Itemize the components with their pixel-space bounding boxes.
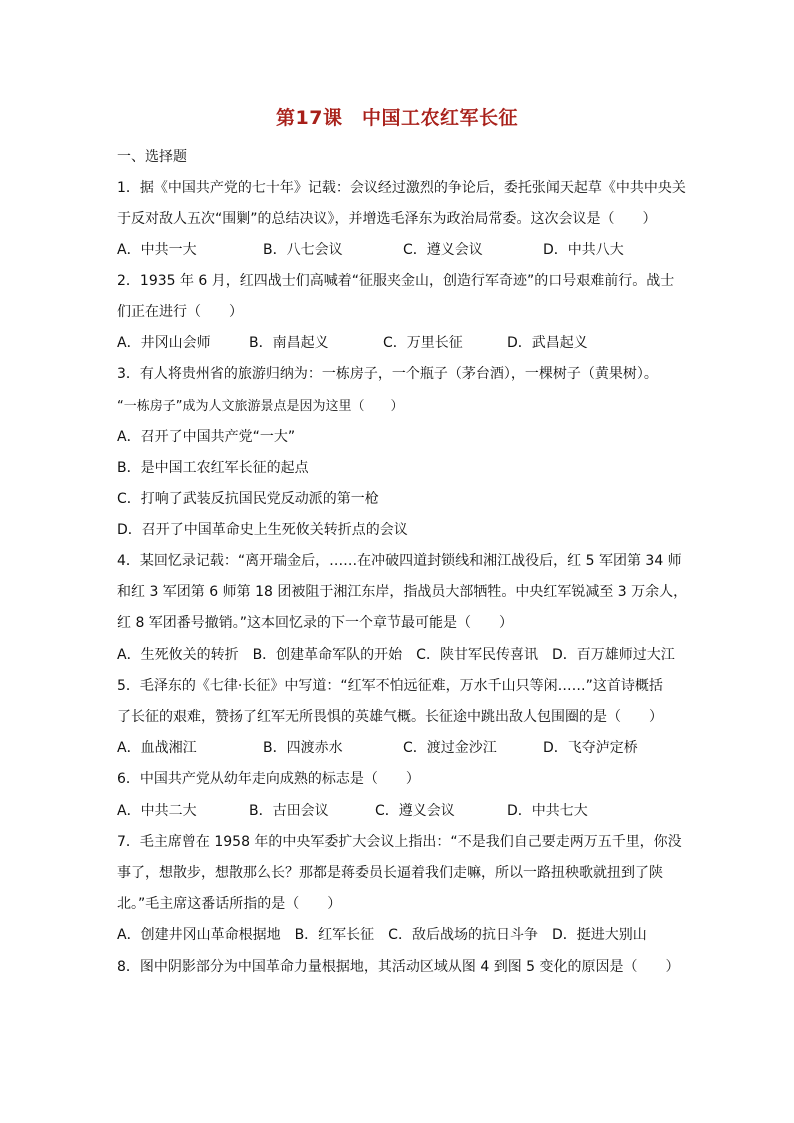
question-4-options[interactable]: A．生死攸关的转折 B．创建革命军队的开始 C．陕甘军民传喜讯 D．百万雄师过大江 (117, 647, 675, 663)
question-1-line-2: 于反对敌人五次“围剿”的总结决议》，并增选毛泽东为政治局常委。这次会议是（ ） (117, 211, 657, 227)
question-4-line-3: 红 8 军团番号撤销。”这本回忆录的下一个章节最可能是（ ） (117, 615, 514, 631)
question-3-option-b[interactable]: B．是中国工农红军长征的起点 (117, 460, 309, 476)
option-b[interactable]: B．四渡赤水 (263, 740, 343, 756)
question-3-line-1: 3．有人将贵州省的旅游归纳为：一栋房子，一个瓶子（茅台酒），一棵树子（黄果树）。 (117, 366, 658, 382)
option-a[interactable]: A．中共一大 (117, 242, 197, 258)
option-d[interactable]: D．武昌起义 (507, 335, 588, 351)
question-7-options[interactable]: A．创建井冈山革命根据地 B．红军长征 C．敌后战场的抗日斗争 D．挺进大别山 (117, 927, 647, 943)
question-2-options (117, 332, 588, 352)
question-4-line-2: 和红 3 军团第 6 师第 18 团被阻于湘江东岸，指战员大部牺牲。中央红军锐减至 3 万余人， (117, 584, 688, 600)
option-c[interactable]: C．万里长征 (383, 335, 463, 351)
section-heading: 一、选择题 (117, 149, 187, 165)
page-title: 第17课 中国工农红军长征 (276, 107, 518, 129)
question-7-line-3: 北。”毛主席这番话所指的是（ ） (117, 896, 342, 912)
option-d[interactable]: D．中共七大 (507, 803, 588, 819)
question-3-option-d[interactable]: D．召开了中国革命史上生死攸关转折点的会议 (117, 522, 408, 538)
option-a[interactable]: A．井冈山会师 (117, 335, 211, 351)
option-c[interactable]: C．遵义会议 (375, 803, 455, 819)
question-1-line-1: 1．据《中国共产党的七十年》记载：会议经过激烈的争论后，委托张闻天起草《中共中央关 (117, 180, 686, 196)
option-c[interactable]: C．渡过金沙江 (403, 740, 497, 756)
question-2-line-2: 们正在进行（ ） (117, 304, 243, 320)
question-4-line-1: 4．某回忆录记载：“离开瑞金后，……在冲破四道封锁线和湘江战役后，红 5 军团第 34 师 (117, 553, 682, 569)
question-6-options (117, 800, 588, 820)
option-b[interactable]: B．八七会议 (263, 242, 343, 258)
question-5-options (117, 737, 638, 757)
question-7-line-1: 7．毛主席曾在 1958 年的中央军委扩大会议上指出：“不是我们自己要走两万五千里，你没 (117, 834, 682, 850)
option-b[interactable]: B．南昌起义 (249, 335, 329, 351)
question-5-line-1: 5．毛泽东的《七律·长征》中写道：“红军不怕远征难，万水千山只等闲……”这首诗概括 (117, 678, 663, 694)
question-6-line-1: 6．中国共产党从幼年走向成熟的标志是（ ） (117, 771, 420, 787)
option-d[interactable]: D．飞夺泸定桥 (543, 740, 638, 756)
question-1-options (117, 239, 624, 259)
question-8-line-1: 8．图中阴影部分为中国革命力量根据地，其活动区域从图 4 到图 5 变化的原因是（ ） (117, 959, 680, 975)
question-3-option-a[interactable]: A．召开了中国共产党“一大” (117, 429, 296, 445)
question-3-option-c[interactable]: C．打响了武装反抗国民党反动派的第一枪 (117, 491, 379, 507)
option-c[interactable]: C．遵义会议 (403, 242, 483, 258)
question-7-line-2: 事了，想散步，想散那么长？那都是蒋委员长逼着我们走嘛，所以一路扭秧歌就扭到了陕 (117, 865, 663, 881)
question-2-line-1: 2．1935 年 6 月，红四战士们高喊着“征服夹金山，创造行军奇迹”的口号艰难前行。战士 (117, 273, 675, 289)
option-a[interactable]: A．中共二大 (117, 803, 197, 819)
option-b[interactable]: B．古田会议 (249, 803, 329, 819)
question-3-line-2: “一栋房子”成为人文旅游景点是因为这里（ ） (117, 399, 404, 414)
question-5-line-2: 了长征的艰难，赞扬了红军无所畏惧的英雄气概。长征途中跳出敌人包围圈的是（ ） (117, 709, 663, 725)
option-d[interactable]: D．中共八大 (543, 242, 624, 258)
option-a[interactable]: A．血战湘江 (117, 740, 197, 756)
